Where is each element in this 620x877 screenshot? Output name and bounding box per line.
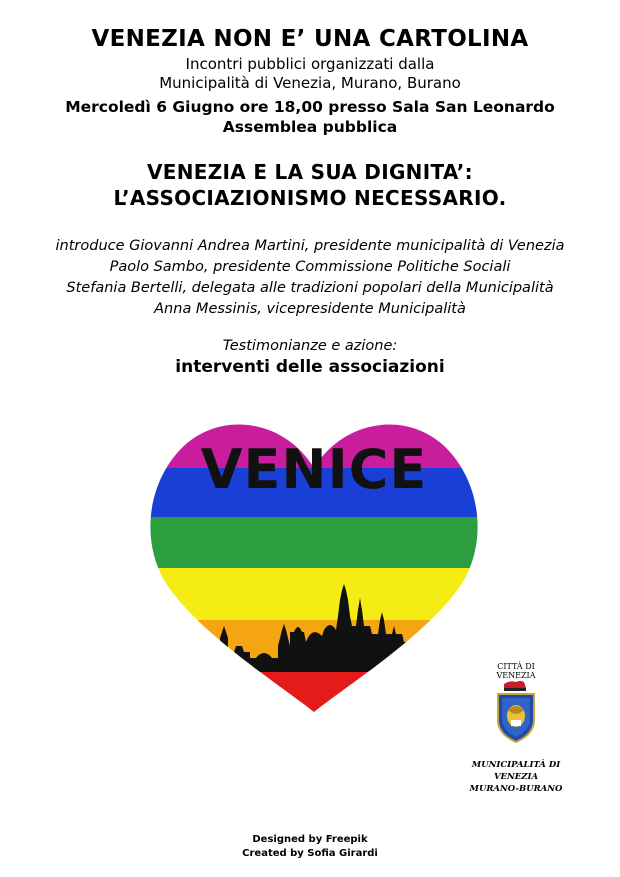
event-date: Mercoledì 6 Giugno ore 18,00 presso Sala San Leonardo — [65, 98, 555, 116]
poster-subtitle-line2: Municipalità di Venezia, Murano, Burano — [159, 74, 461, 92]
speaker-line: Anna Messinis, vicepresidente Municipalità — [154, 301, 466, 317]
credit-creator: Created by Sofia Girardi — [242, 848, 378, 859]
testimonials-intro: Testimonianze e azione: — [222, 338, 398, 354]
poster-title: VENEZIA NON E’ UNA CARTOLINA — [91, 26, 529, 52]
heart-stripe — [146, 671, 482, 720]
heart-stripe — [146, 517, 482, 568]
city-name-line1: CITTÀ DI — [497, 662, 535, 671]
headline-line2: L’ASSOCIAZIONISMO NECESSARIO. — [113, 186, 507, 210]
testimonials-main: interventi delle associazioni — [175, 357, 445, 377]
municipality-label-line3: MURANO-BURANO — [469, 784, 563, 794]
event-type: Assemblea pubblica — [222, 118, 398, 136]
credit-designer: Designed by Freepik — [252, 834, 368, 845]
city-logo — [490, 662, 542, 748]
headline-line1: VENEZIA E LA SUA DIGNITA’: — [147, 160, 473, 184]
rainbow-heart-image — [146, 420, 482, 720]
city-shield-icon — [490, 680, 542, 744]
poster-subtitle-line1: Incontri pubblici organizzati dalla — [185, 55, 435, 73]
municipality-label-line1: MUNICIPALITÀ DI — [471, 760, 561, 770]
speaker-line: Paolo Sambo, presidente Commissione Politiche Sociali — [109, 259, 511, 275]
municipality-label-line2: VENEZIA — [493, 772, 539, 782]
speaker-line: Stefania Bertelli, delegata alle tradizioni popolari della Municipalità — [66, 280, 554, 296]
speaker-line: introduce Giovanni Andrea Martini, presidente municipalità di Venezia — [55, 238, 565, 254]
city-name-line2: VENEZIA — [496, 671, 536, 680]
heart-stripe — [146, 568, 482, 620]
heart-title: VENICE — [200, 438, 428, 501]
